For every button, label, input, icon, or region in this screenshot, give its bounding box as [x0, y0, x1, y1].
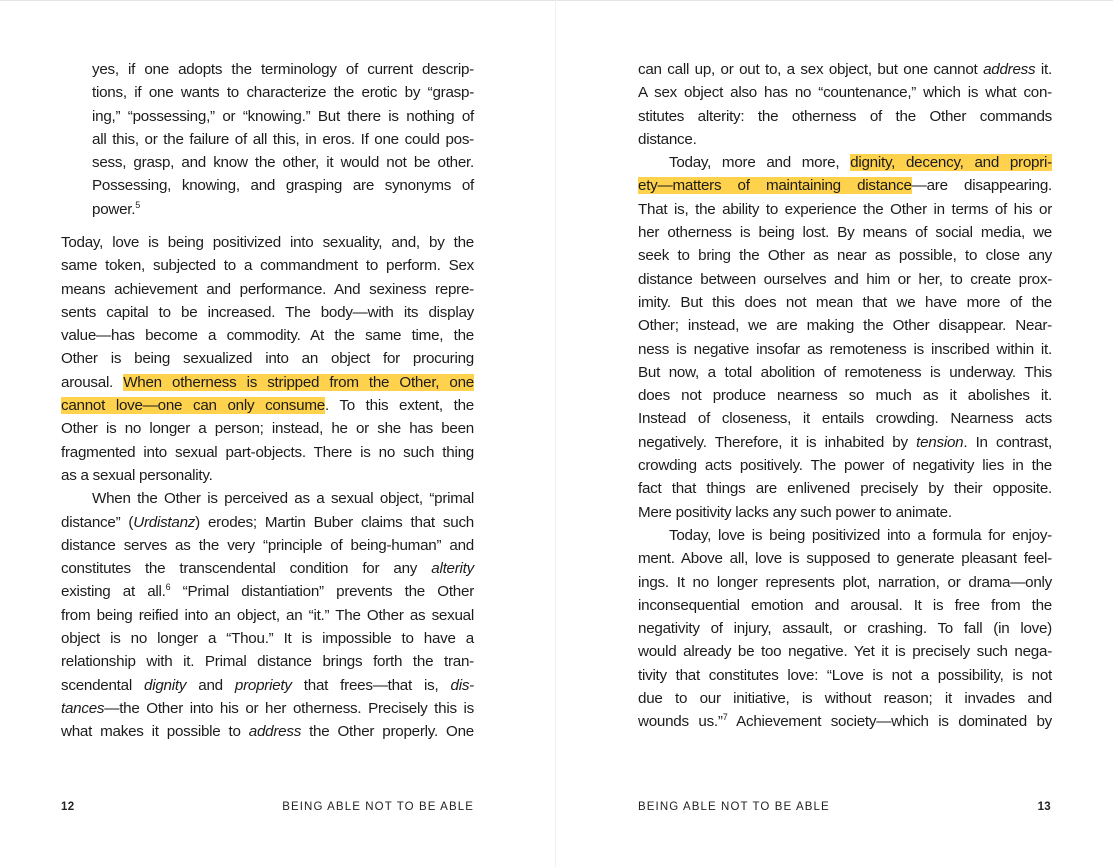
text-line — [638, 407, 1052, 430]
line-text: . In contrast, — [963, 433, 1052, 451]
line-text: . To this extent, the — [324, 397, 475, 415]
text-line — [638, 338, 1052, 361]
line-text: negativity of injury, assault, or crashing. To fall (in love) — [638, 620, 1052, 638]
line-text: Today, love is being positivized into a formula for enjoy- — [669, 526, 1052, 544]
right-body-text — [638, 58, 1052, 734]
line-text: distance serves as the very “principle of being-human” and — [61, 536, 474, 554]
line-text: “Primal distantiation” prevents the Other — [170, 583, 474, 601]
text-line — [638, 174, 1052, 197]
text-line — [61, 511, 474, 534]
text-line — [61, 557, 474, 580]
line-text: ment. Above all, love is supposed to generate pleasant feel- — [638, 550, 1052, 568]
line-text: stitutes alterity: the otherness of the Other commands — [638, 107, 1052, 125]
line-text: means achievement and performance. And sexiness repre- — [61, 280, 474, 298]
text-line — [638, 664, 1052, 687]
text-line — [61, 254, 474, 277]
text-line — [61, 487, 474, 510]
footnote-ref: 5 — [135, 199, 141, 210]
text-line — [92, 105, 474, 128]
text-line — [92, 198, 474, 221]
line-text: A sex object also has no “countenance,” which is what con- — [638, 84, 1052, 102]
text-line — [61, 627, 474, 650]
line-text: ing,” “possessing,” or “knowing.” But there is nothing of — [92, 107, 474, 125]
line-text: value—has become a commodity. At the same time, the — [61, 327, 474, 345]
italic-text: alterity — [431, 560, 474, 578]
text-line — [638, 710, 1052, 733]
highlighted-text: When otherness is stripped from the Other, one — [123, 373, 474, 391]
line-text: But now, a total abolition of remoteness is underway. This — [638, 363, 1052, 381]
line-text: constitutes the transcendental condition for any — [61, 560, 432, 578]
line-text: tivity that constitutes love: “Love is not a possibility, is not — [638, 666, 1052, 684]
text-line — [92, 58, 474, 81]
page-number-right: 13 — [1037, 801, 1051, 813]
line-text: Today, love is being positivized into sexuality, and, by the — [61, 234, 474, 251]
block-quote — [92, 58, 474, 221]
footnote-ref: 7 — [722, 712, 728, 723]
italic-text: dis- — [450, 676, 474, 694]
text-line — [61, 231, 474, 254]
text-line — [638, 524, 1052, 547]
line-text: Other; instead, we are making the Other disappear. Near- — [638, 317, 1052, 335]
line-text: all this, or the failure of all this, in eros. If one could pos- — [92, 130, 474, 148]
left-page — [0, 0, 556, 867]
line-text: sents capital to be increased. The body—with its display — [61, 303, 474, 321]
line-text: object is no longer a “Thou.” It is impossible to have a — [61, 630, 474, 648]
highlighted-text: ety—matters of maintaining distance — [638, 177, 912, 195]
line-text: it. — [1035, 61, 1052, 78]
text-line — [61, 464, 474, 487]
text-line — [638, 314, 1052, 337]
line-text: same token, subjected to a commandment to perform. Sex — [61, 257, 474, 275]
italic-text: tances — [61, 699, 105, 717]
text-line — [92, 174, 474, 197]
text-line — [61, 278, 474, 301]
line-text: and — [186, 676, 235, 694]
text-line — [92, 81, 474, 104]
line-text: fact that things are enlivened precisely by their opposite. — [638, 480, 1052, 498]
italic-text: tension — [916, 433, 964, 451]
line-text: yes, if one adopts the terminology of current descrip- — [92, 61, 474, 78]
line-text: —are disappearing. — [911, 177, 1052, 195]
italic-text: Urdistanz — [133, 513, 196, 531]
line-text: arousal. — [61, 373, 124, 391]
text-line — [61, 604, 474, 627]
running-head-left: BEING ABLE NOT TO BE ABLE — [282, 801, 474, 813]
line-text: sess, grasp, and know the other, it would not be other. — [92, 154, 474, 172]
line-text: would already be too negative. Yet it is precisely such nega- — [638, 643, 1052, 661]
italic-text: address — [248, 723, 302, 741]
line-text: distance” ( — [61, 513, 134, 531]
line-text: can call up, or out to, a sex object, but one cannot — [638, 61, 984, 78]
line-text: scendental — [61, 676, 145, 694]
line-text: —the Other into his or her otherness. Precisely this is — [104, 699, 474, 717]
text-line — [638, 617, 1052, 640]
text-line — [638, 501, 1052, 524]
right-page — [556, 0, 1113, 867]
text-line — [638, 431, 1052, 454]
text-line — [61, 441, 474, 464]
line-text: tions, if one wants to characterize the erotic by “grasp- — [92, 84, 474, 102]
line-text: existing at all. — [61, 583, 166, 601]
text-line — [638, 571, 1052, 594]
text-line — [638, 128, 1052, 151]
line-text: distance between ourselves and him or her, to create prox- — [638, 270, 1052, 288]
text-line — [61, 394, 474, 417]
text-line — [638, 547, 1052, 570]
text-line — [638, 198, 1052, 221]
line-text: ) erodes; Martin Buber claims that such — [195, 513, 475, 531]
text-line — [638, 58, 1052, 81]
text-line — [92, 151, 474, 174]
text-line — [638, 105, 1052, 128]
line-text: negatively. Therefore, it is inhabited by — [638, 433, 917, 451]
line-text: distance. — [638, 130, 697, 148]
line-text: ings. It no longer represents plot, narration, or drama—only — [638, 573, 1052, 591]
line-text: due to our initiative, is without reason; it invades and — [638, 690, 1052, 708]
text-line — [61, 371, 474, 394]
text-line — [61, 301, 474, 324]
text-line — [638, 687, 1052, 710]
text-line — [61, 697, 474, 720]
line-text: from being reified into an object, an “it.” The Other as sexual — [61, 606, 474, 624]
text-line — [638, 384, 1052, 407]
text-line — [61, 580, 474, 603]
line-text: that frees—that is, — [291, 676, 451, 694]
line-text: what makes it possible to — [61, 723, 249, 741]
page-number-left: 12 — [61, 801, 75, 813]
text-line — [61, 650, 474, 673]
text-line — [638, 244, 1052, 267]
text-line — [61, 674, 474, 697]
line-text: Other is no longer a person; instead, he or she has been — [61, 420, 474, 438]
text-line — [638, 594, 1052, 617]
line-text: fragmented into sexual part-objects. There is no such thing — [61, 443, 474, 461]
text-line — [638, 640, 1052, 663]
line-text: as a sexual personality. — [61, 466, 213, 484]
line-text: Mere positivity lacks any such power to animate. — [638, 503, 952, 521]
line-text: Possessing, knowing, and grasping are synonyms of — [92, 177, 474, 195]
running-head-right: BEING ABLE NOT TO BE ABLE — [638, 801, 830, 813]
line-text: the Other properly. One — [301, 723, 474, 741]
italic-text: dignity — [144, 676, 187, 694]
text-line — [61, 417, 474, 440]
text-line — [638, 221, 1052, 244]
line-text: Other is being sexualized into an object for procuring — [61, 350, 474, 368]
text-line — [61, 720, 474, 743]
line-text: ness is negative insofar as remoteness is inscribed within it. — [638, 340, 1052, 358]
line-text: Today, more and more, — [669, 154, 851, 172]
line-text: inconsequential emotion and arousal. It is free from the — [638, 596, 1052, 614]
footnote-ref: 6 — [165, 582, 171, 593]
text-line — [92, 128, 474, 151]
line-text: crowding acts positively. The power of negativity lies in the — [638, 457, 1052, 475]
line-text: Instead of closeness, it entails crowding. Nearness acts — [638, 410, 1052, 428]
text-line — [638, 477, 1052, 500]
text-line — [638, 291, 1052, 314]
italic-text: address — [983, 61, 1036, 78]
text-line — [638, 361, 1052, 384]
text-line — [638, 151, 1052, 174]
line-text: her otherness is being lost. By means of social media, we — [638, 224, 1052, 242]
line-text: That is, the ability to experience the Other in terms of his or — [638, 200, 1052, 218]
line-text: does not produce nearness so much as it abolishes it. — [638, 387, 1052, 405]
left-body-text — [61, 231, 474, 744]
highlighted-text: cannot love—one can only consume — [61, 397, 325, 415]
text-line — [638, 268, 1052, 291]
text-line — [61, 324, 474, 347]
line-text: wounds us.” — [638, 713, 723, 731]
line-text: power. — [92, 200, 136, 218]
line-text: relationship with it. Primal distance brings forth the tran- — [61, 653, 474, 671]
line-text: Achievement society—which is dominated by — [727, 713, 1052, 731]
line-text: seek to bring the Other as near as possible, to close any — [638, 247, 1052, 265]
text-line — [61, 347, 474, 370]
text-line — [638, 454, 1052, 477]
text-line — [638, 81, 1052, 104]
line-text: When the Other is perceived as a sexual object, “primal — [92, 490, 474, 508]
italic-text: propriety — [234, 676, 292, 694]
highlighted-text: dignity, decency, and propri- — [850, 154, 1052, 172]
line-text: imity. But this does not mean that we have more of the — [638, 293, 1052, 311]
text-line — [61, 534, 474, 557]
